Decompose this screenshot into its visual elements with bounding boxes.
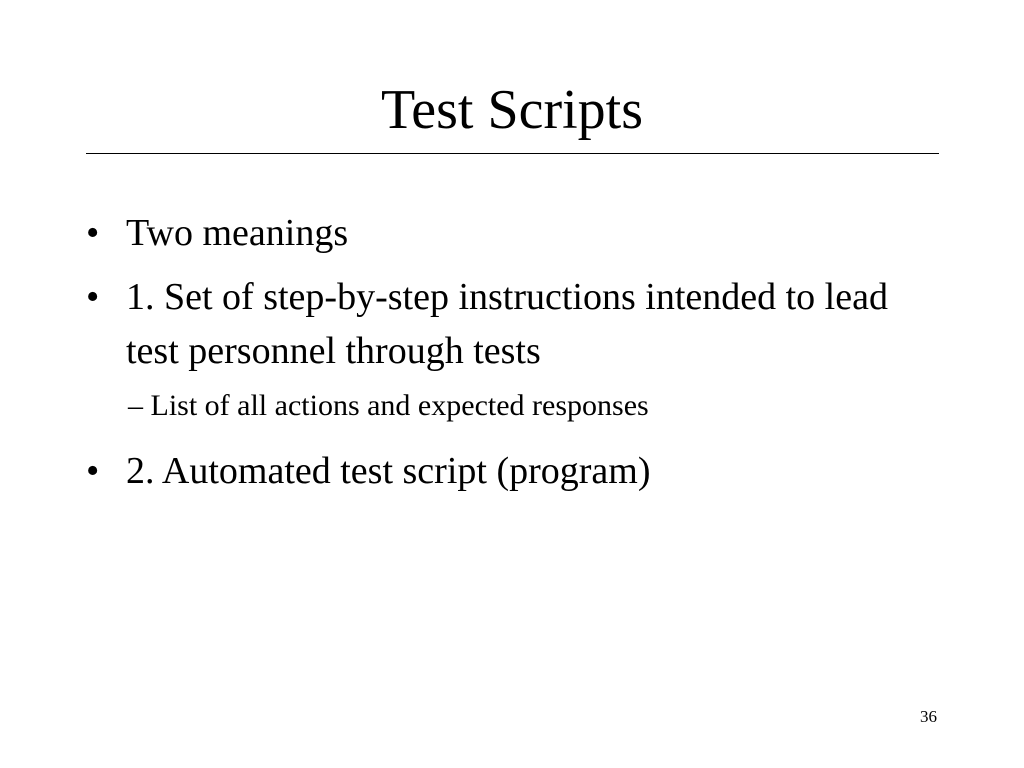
bullet-item: [86, 270, 936, 378]
bullet-marker: •: [86, 450, 100, 492]
sub-bullet-item: [128, 386, 936, 426]
sub-bullet-text: List of all actions and expected responses: [150, 389, 649, 422]
sub-bullet-marker: –: [128, 389, 151, 422]
title-divider: [86, 153, 939, 154]
bullet-list: [86, 206, 936, 508]
slide-title: Test Scripts: [380, 79, 644, 141]
bullet-marker: •: [86, 276, 100, 318]
bullet-marker: •: [86, 212, 100, 254]
bullet-text: Two meanings: [126, 212, 349, 254]
bullet-item: [86, 206, 936, 260]
bullet-text: 2. Automated test script (program): [126, 450, 651, 492]
bullet-item: [86, 444, 936, 498]
bullet-text: 1. Set of step-by-step instructions intended to lead test personnel through tests: [126, 276, 888, 372]
page-number: 36: [920, 707, 937, 726]
